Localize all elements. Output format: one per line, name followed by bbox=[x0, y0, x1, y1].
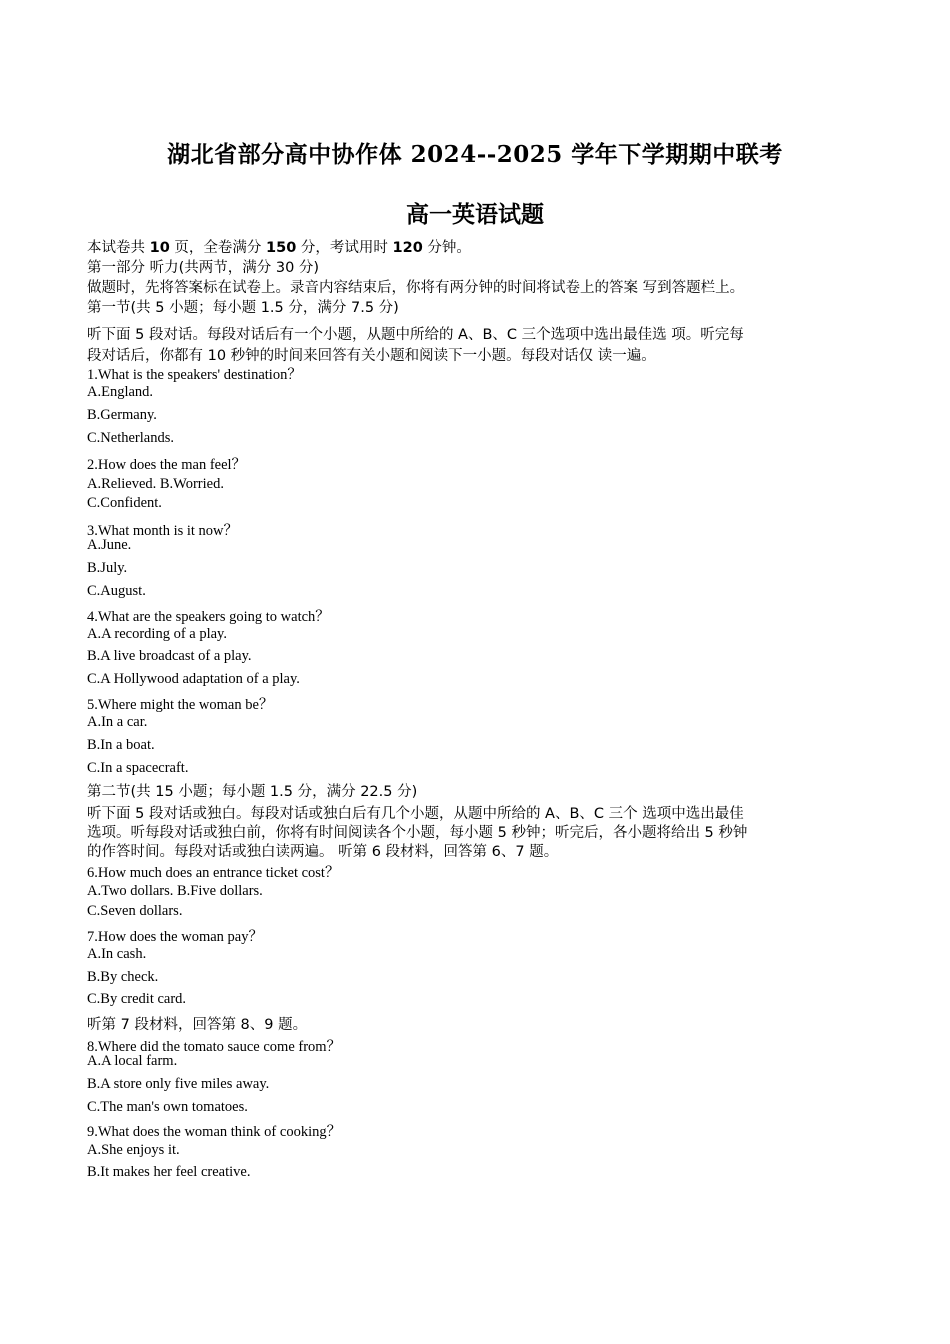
option-4a: A.A recording of a play. bbox=[87, 626, 227, 642]
option-1a: A.England. bbox=[87, 384, 154, 400]
option-9b: B.It makes her feel creative. bbox=[87, 1164, 251, 1180]
option-9a: A.She enjoys it. bbox=[87, 1142, 180, 1158]
option-2ab: A.Relieved. B.Worried. bbox=[87, 476, 224, 492]
section-two-instruction: 听下面 5 段对话或独白。每段对话或独白后有几个小题，从题中所给的 A、B、C 三个 选项中选出最佳 bbox=[87, 806, 744, 822]
part-one-heading: 第一部分 听力(共两节，满分 30 分) bbox=[87, 260, 320, 276]
question-1: 1.What is the speakers' destination？ bbox=[87, 367, 302, 383]
option-7b: B.By check. bbox=[87, 969, 159, 985]
option-7a: A.In cash. bbox=[87, 946, 147, 962]
question-9: 9.What does the woman think of cooking？ bbox=[87, 1124, 342, 1140]
section-two-instruction: 的作答时间。每段对话或独白读两遍。 听第 6 段材料，回答第 6、7 题。 bbox=[87, 844, 559, 860]
option-7c: C.By credit card. bbox=[87, 991, 187, 1007]
option-6c: C.Seven dollars. bbox=[87, 903, 183, 919]
section-one-instruction: 段对话后，你都有 10 秒钟的时间来回答有关小题和阅读下一小题。每段对话仅 读一遍。 bbox=[87, 348, 656, 364]
option-5a: A.In a car. bbox=[87, 714, 148, 730]
section-one-instruction: 听下面 5 段对话。每段对话后有一个小题，从题中所给的 A、B、C 三个选项中选出最佳选 项。听完每 bbox=[87, 327, 744, 343]
exam-info-line bbox=[87, 236, 471, 257]
option-4b: B.A live broadcast of a play. bbox=[87, 648, 252, 664]
question-5: 5.Where might the woman be？ bbox=[87, 697, 274, 713]
option-8a: A.A local farm. bbox=[87, 1053, 178, 1069]
option-6ab: A.Two dollars. B.Five dollars. bbox=[87, 883, 263, 899]
question-8: 8.Where did the tomato sauce come from？ bbox=[87, 1039, 342, 1055]
option-5c: C.In a spacecraft. bbox=[87, 760, 189, 776]
full-score: 150 bbox=[266, 240, 297, 256]
question-7: 7.How does the woman pay？ bbox=[87, 929, 263, 945]
option-8c: C.The man's own tomatoes. bbox=[87, 1099, 248, 1115]
option-1b: B.Germany. bbox=[87, 407, 157, 423]
question-3: 3.What month is it now？ bbox=[87, 523, 239, 539]
option-3c: C.August. bbox=[87, 583, 146, 599]
option-1c: C.Netherlands. bbox=[87, 430, 174, 446]
section-two-heading: 第二节(共 15 小题；每小题 1.5 分，满分 22.5 分) bbox=[87, 784, 418, 800]
exam-minutes: 120 bbox=[392, 240, 423, 256]
option-5b: B.In a boat. bbox=[87, 737, 155, 753]
question-4: 4.What are the speakers going to watch？ bbox=[87, 609, 330, 625]
section-two-instruction: 选项。听每段对话或独白前，你将有时间阅读各个小题，每小题 5 秒钟；听完后，各小题将给出 5 秒钟 bbox=[87, 825, 748, 841]
option-3a: A.June. bbox=[87, 537, 132, 553]
info-text-c: 分，考试用时 bbox=[296, 240, 393, 256]
option-3b: B.July. bbox=[87, 560, 128, 576]
option-4c: C.A Hollywood adaptation of a play. bbox=[87, 671, 300, 687]
exam-title: 湖北省部分高中协作体 2024--2025 学年下学期期中联考 bbox=[167, 141, 783, 168]
question-6: 6.How much does an entrance ticket cost？ bbox=[87, 865, 340, 881]
option-8b: B.A store only five miles away. bbox=[87, 1076, 270, 1092]
info-text-d: 分钟。 bbox=[422, 240, 471, 256]
page-count: 10 bbox=[149, 240, 170, 256]
question-2: 2.How does the man feel？ bbox=[87, 457, 247, 473]
info-text-b: 页，全卷满分 bbox=[169, 240, 267, 256]
answer-note: 做题时，先将答案标在试卷上。录音内容结束后，你将有两分钟的时间将试卷上的答案 写到答题栏上。 bbox=[87, 280, 745, 296]
exam-subtitle: 高一英语试题 bbox=[406, 201, 544, 228]
info-text-a: 本试卷共 bbox=[87, 240, 150, 256]
option-2c: C.Confident. bbox=[87, 495, 162, 511]
section-one-heading: 第一节(共 5 小题；每小题 1.5 分，满分 7.5 分) bbox=[87, 300, 399, 316]
material-7-heading: 听第 7 段材料，回答第 8、9 题。 bbox=[87, 1017, 308, 1033]
